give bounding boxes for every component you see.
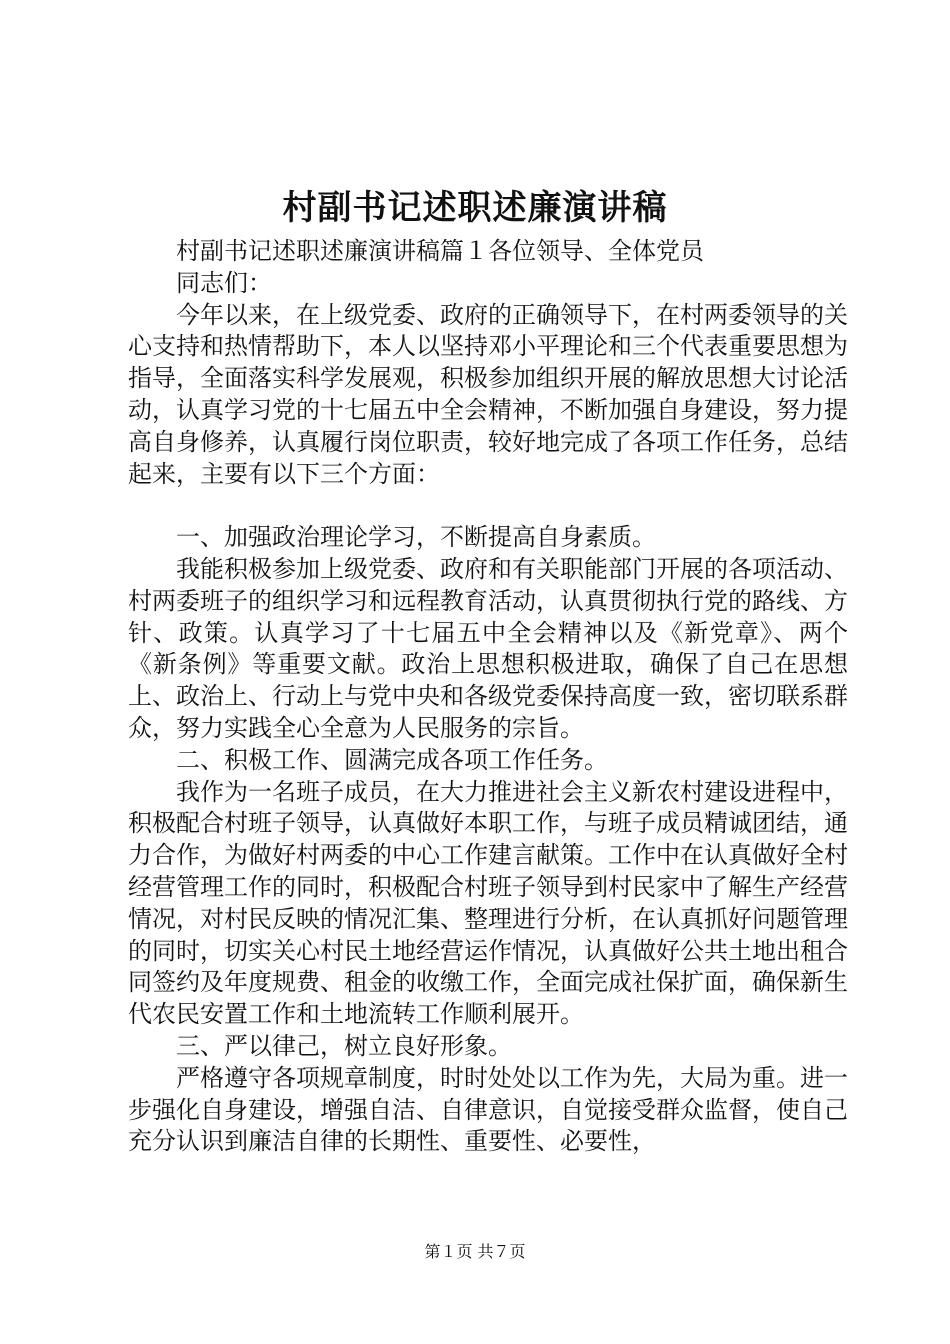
paragraph-section-3: 严格遵守各项规章制度，时时处处以工作为先，大局为重。进一步强化自身建设，增强自洁、自律意识，自觉接受群众监督，使自己充分认识到廉洁自律的长期性、重要性、必要性，: [128, 1063, 848, 1156]
section-heading-3: 三、严以律己，树立良好形象。: [176, 1031, 512, 1060]
paragraph-opening: 今年以来，在上级党委、政府的正确领导下，在村两委领导的关心支持和热情帮助下，本人以坚持邓小平理论和三个代表重要思想为指导，全面落实科学发展观，积极参加组织开展的解放思想大讨论活动，认真学习党的十七届五中全会精神，不断加强自身建设，努力提高自身修养，认真履行岗位职责，较好地完成了各项工作任务，总结起来，主要有以下三个方面：: [128, 300, 848, 488]
paragraph-spacer: [128, 490, 848, 522]
section-heading-1: 一、加强政治理论学习，不断提高自身素质。: [176, 523, 656, 552]
section-heading-2: 二、积极工作、圆满完成各项工作任务。: [176, 745, 608, 774]
page-footer: 第１页 共７页: [424, 1242, 526, 1261]
document-body: [128, 236, 848, 1158]
paragraph-section-1: 我能积极参加上级党委、政府和有关职能部门开展的各项活动、村两委班子的组织学习和远程教育活动，认真贯彻执行党的路线、方针、政策。认真学习了十七届五中全会精神以及《新党章》、两个《新条例》等重要文献。政治上思想积极进取，确保了自己在思想上、政治上、行动上与党中央和各级党委保持高度一致，密切联系群众，努力实践全心全意为人民服务的宗旨。: [128, 554, 848, 742]
paragraph-salutation: 同志们：: [176, 268, 272, 297]
paragraph-intro: 村副书记述职述廉演讲稿篇１各位领导、全体党员: [176, 237, 704, 265]
page-title: 村副书记述职述廉演讲稿: [282, 188, 668, 228]
paragraph-section-2: 我作为一名班子成员，在大力推进社会主义新农村建设进程中，积极配合村班子领导，认真做好本职工作，与班子成员精诚团结，通力合作，为做好村两委的中心工作建言献策。工作中在认真做好全村经营管理工作的同时，积极配合村班子领导到村民家中了解生产经营情况，对村民反映的情况汇集、整理进行分析，在认真抓好问题管理的同时，切实关心村民土地经营运作情况，认真做好公共土地出租合同签约及年度规费、租金的收缴工作，全面完成社保扩面，确保新生代农民安置工作和土地流转工作顺利展开。: [128, 777, 848, 1029]
